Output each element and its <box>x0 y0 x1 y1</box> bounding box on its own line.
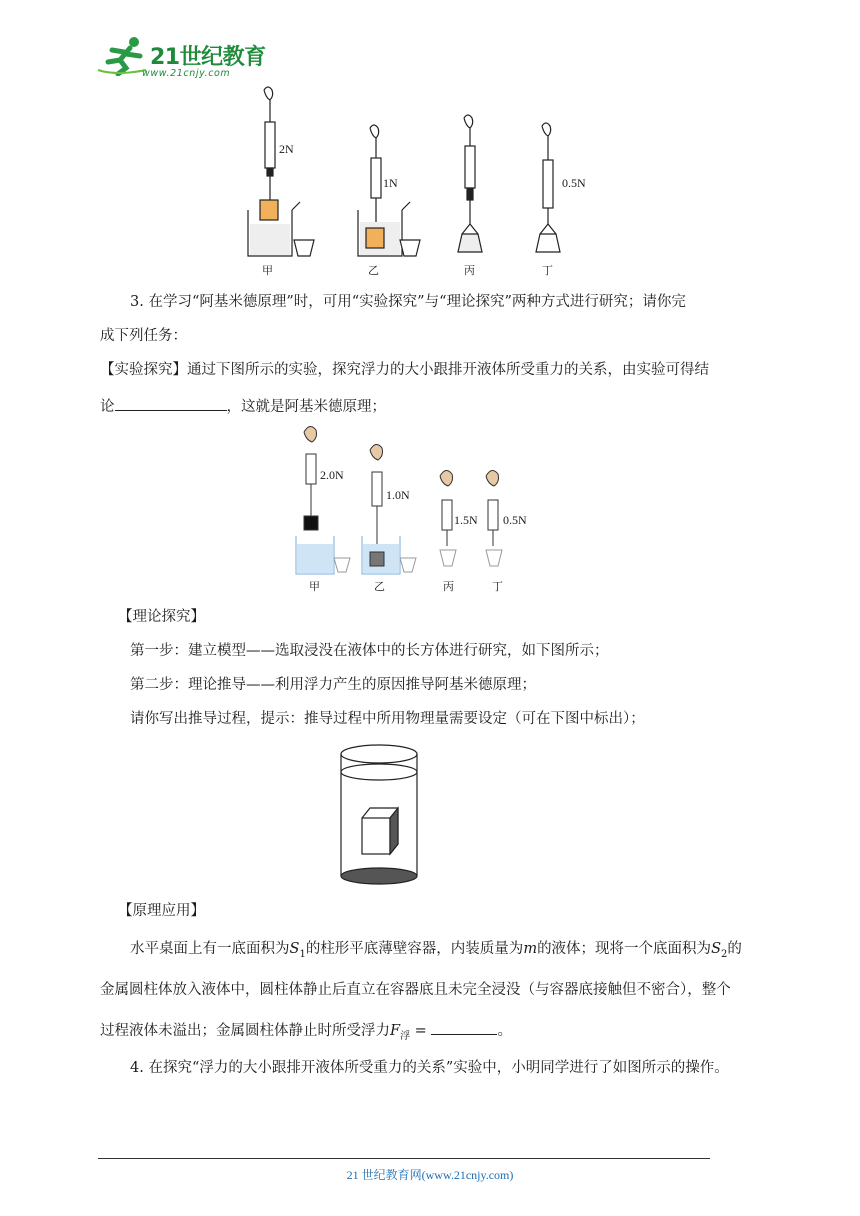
q3-exp-line1: 【实验探究】通过下图所示的实验，探究浮力的大小跟排开液体所受重力的关系，由实验可得结 <box>100 362 709 378</box>
q3-exp-line2-b: ，这就是阿基米德原理； <box>226 399 386 415</box>
var-s1-sub: 1 <box>299 948 306 960</box>
fig2-label-bing: 丙 <box>443 580 454 593</box>
q3-exp-line2-a: 论 <box>100 399 115 415</box>
footer-text: 21 世纪教育网(www.21cnjy.com) <box>346 1168 514 1182</box>
q3-exp-line2 <box>100 394 386 417</box>
logo-name: 21世纪教育 <box>150 45 266 70</box>
fig2-label-jia: 甲 <box>309 580 320 593</box>
var-m: m <box>523 941 538 957</box>
theory-step1: 第一步：建立模型——选取浸没在液体中的长方体进行研究，如下图所示； <box>130 643 609 659</box>
fig2-reading-ding: 0.5N <box>503 513 527 527</box>
apply-line1-a: 水平桌面上有一底面积为 <box>130 941 290 957</box>
fig1-reading-jia: 2N <box>279 142 294 156</box>
fig2-reading-jia: 2.0N <box>320 468 344 482</box>
var-s1: S <box>289 941 300 957</box>
fig1-label-jia: 甲 <box>262 264 273 277</box>
fig1-reading-ding: 0.5N <box>562 176 586 190</box>
answer-blank-buoyancy[interactable] <box>431 1018 497 1035</box>
fig2-reading-yi: 1.0N <box>386 488 410 502</box>
theory-heading: 【理论探究】 <box>118 609 205 625</box>
apply-line1 <box>130 939 742 965</box>
apply-line3-b: = <box>410 1023 432 1039</box>
var-s2-sub: 2 <box>721 948 728 960</box>
figure-2-spring-scales <box>290 420 540 580</box>
apply-line3-a: 过程液体未溢出；金属圆柱体静止时所受浮力 <box>100 1023 390 1039</box>
q3-intro-line1: 3. 在学习“阿基米德原理”时，可用“实验探究”与“理论探究”两种方式进行研究；请你完 <box>130 294 686 310</box>
theory-step2: 第二步：理论推导——利用浮力产生的原因推导阿基米德原理； <box>130 677 536 693</box>
q4-line1: 4. 在探究“浮力的大小跟排开液体所受重力的关系”实验中，小明同学进行了如图所示的操作。 <box>130 1060 729 1076</box>
apply-line2: 金属圆柱体放入液体中，圆柱体静止后直立在容器底且未完全浸没（与容器底接触但不密合），整个 <box>100 982 731 998</box>
fig2-label-ding: 丁 <box>492 580 503 593</box>
apply-line3-c: 。 <box>497 1023 512 1039</box>
fig1-reading-yi: 1N <box>383 176 398 190</box>
fig1-label-bing: 丙 <box>464 264 475 277</box>
apply-line3 <box>100 1018 512 1047</box>
var-s2: S <box>711 941 721 957</box>
q3-intro-line2: 成下列任务： <box>100 328 187 344</box>
apply-line1-c: 的液体；现将一个底面积为 <box>537 941 712 957</box>
apply-heading: 【原理应用】 <box>118 903 205 919</box>
fig2-label-yi: 乙 <box>374 580 385 593</box>
cylinder-cube-diagram <box>336 742 426 890</box>
theory-step3: 请你写出推导过程，提示：推导过程中所用物理量需要设定（可在下图中标出）； <box>130 711 645 727</box>
logo-url: www.21cnjy.com <box>142 68 231 79</box>
fig1-label-yi: 乙 <box>368 264 379 277</box>
var-f-sub: 浮 <box>400 1030 411 1042</box>
apply-line1-b: 的柱形平底薄壁容器，内装质量为 <box>305 941 524 957</box>
var-f: F <box>390 1023 401 1039</box>
apply-line1-d: 的 <box>727 941 742 957</box>
fig1-label-ding: 丁 <box>542 264 553 277</box>
answer-blank-conclusion[interactable] <box>115 394 227 411</box>
footer-divider <box>98 1158 710 1159</box>
fig2-reading-bing: 1.5N <box>454 513 478 527</box>
